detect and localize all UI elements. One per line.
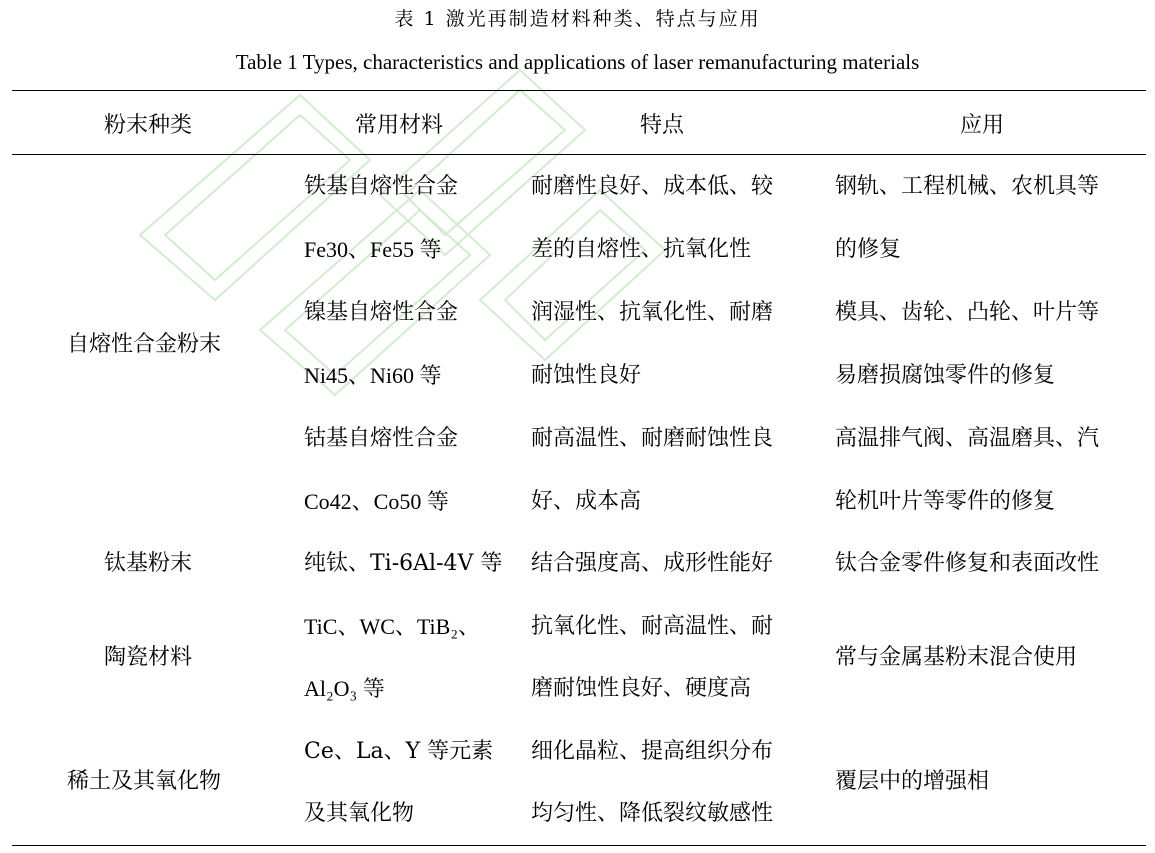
table-caption-chinese: 表 1 激光再制造材料种类、特点与应用 bbox=[394, 8, 761, 30]
cell-application: 模具、齿轮、凸轮、叶片等 bbox=[835, 300, 1100, 325]
cell-application: 轮机叶片等零件的修复 bbox=[835, 489, 1056, 514]
cell-feature: 耐蚀性良好 bbox=[531, 363, 642, 388]
cell-feature: 细化晶粒、提高组织分布 bbox=[531, 739, 774, 764]
cell-material: TiC、WC、TiB₂、 bbox=[304, 614, 481, 639]
header-powder-type: 粉末种类 bbox=[104, 113, 193, 138]
cell-powder-type: 自熔性合金粉末 bbox=[67, 332, 222, 357]
header-characteristics: 特点 bbox=[640, 113, 685, 138]
cell-application: 钛合金零件修复和表面改性 bbox=[835, 551, 1100, 576]
cell-feature: 抗氧化性、耐高温性、耐 bbox=[531, 614, 774, 639]
table-caption-english: Table 1 Types, characteristics and applications of laser remanufacturing materials bbox=[235, 50, 920, 74]
cell-material: Co42、Co50 等 bbox=[304, 489, 449, 514]
cell-application: 钢轨、工程机械、农机具等 bbox=[835, 174, 1100, 199]
cell-feature: 耐高温性、耐磨耐蚀性良 bbox=[531, 426, 774, 451]
cell-material: Fe30、Fe55 等 bbox=[304, 237, 442, 262]
header-applications: 应用 bbox=[960, 113, 1005, 138]
header-common-materials: 常用材料 bbox=[355, 113, 444, 138]
cell-material: Al₂O₃ 等 bbox=[304, 676, 385, 701]
table-top-rule bbox=[12, 90, 1146, 91]
cell-application: 易磨损腐蚀零件的修复 bbox=[835, 363, 1056, 388]
cell-feature: 差的自熔性、抗氧化性 bbox=[531, 237, 752, 262]
cell-material: 镍基自熔性合金 bbox=[304, 300, 459, 325]
cell-application: 覆层中的增强相 bbox=[835, 769, 990, 794]
table-bottom-rule bbox=[12, 845, 1146, 846]
cell-feature: 磨耐蚀性良好、硬度高 bbox=[531, 676, 752, 701]
cell-material: 及其氧化物 bbox=[304, 801, 415, 826]
cell-material: 铁基自熔性合金 bbox=[304, 174, 459, 199]
cell-application: 的修复 bbox=[835, 237, 902, 262]
cell-powder-type: 陶瓷材料 bbox=[104, 645, 193, 670]
cell-feature: 润湿性、抗氧化性、耐磨 bbox=[531, 300, 774, 325]
cell-application: 常与金属基粉末混合使用 bbox=[835, 645, 1078, 670]
cell-feature: 均匀性、降低裂纹敏感性 bbox=[531, 801, 774, 826]
cell-material: 纯钛、Ti-6Al-4V 等 bbox=[304, 551, 503, 576]
cell-material: 钴基自熔性合金 bbox=[304, 426, 459, 451]
cell-feature: 结合强度高、成形性能好 bbox=[531, 551, 774, 576]
table-header-rule bbox=[12, 154, 1146, 155]
cell-powder-type: 稀土及其氧化物 bbox=[67, 769, 222, 794]
cell-powder-type: 钛基粉末 bbox=[104, 551, 193, 576]
cell-material: Ni45、Ni60 等 bbox=[304, 363, 442, 388]
cell-material: Ce、La、Y 等元素 bbox=[304, 739, 494, 764]
cell-feature: 好、成本高 bbox=[531, 489, 642, 514]
cell-feature: 耐磨性良好、成本低、较 bbox=[531, 174, 774, 199]
cell-application: 高温排气阀、高温磨具、汽 bbox=[835, 426, 1100, 451]
